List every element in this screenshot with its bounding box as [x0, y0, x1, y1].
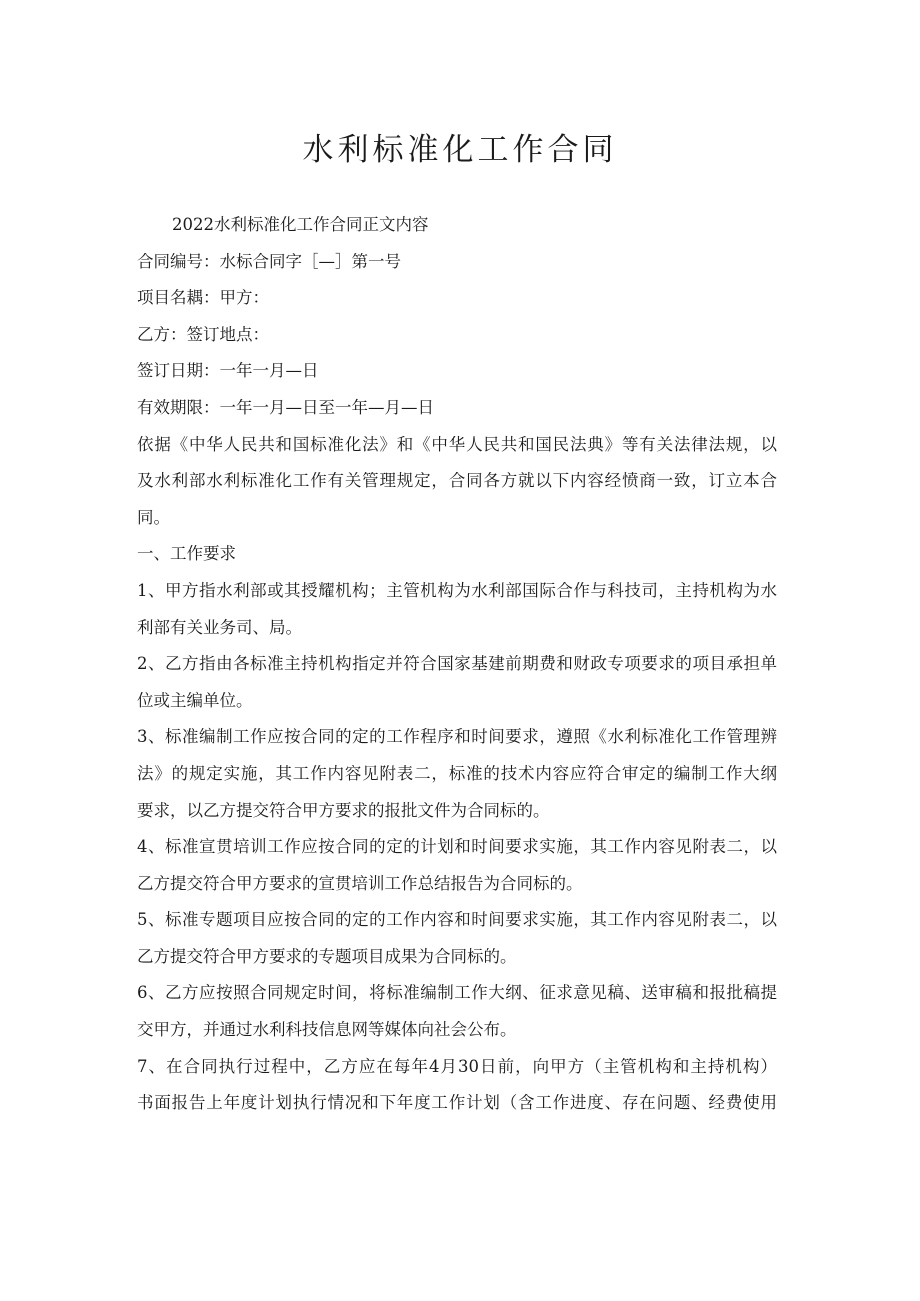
document-body: [137, 207, 777, 1122]
sign-date-line: 签订日期：一年一月—日: [137, 361, 319, 381]
item-line: 1、甲方指水利部或其授耀机构；主管机构为水利部国际合作与科技司，主持机构为水: [137, 580, 777, 600]
item-line: 利部有关业务司、局。: [137, 617, 302, 637]
paragraph-line: 同。: [137, 507, 170, 527]
item-line: 3、标准编制工作应按合同的定的工作程序和时间要求，遵照《水利标准化工作管理辨: [137, 727, 777, 747]
contract-number-line: 合同编号：水标合同字［—］第一号: [137, 251, 401, 271]
item-line: 5、标准专题项目应按合同的定的工作内容和时间要求实施，其工作内容见附表二，以: [137, 910, 777, 930]
item-line: 2、乙方指由各标准主持机构指定并符合国家基建前期费和财政专项要求的项目承担单: [137, 654, 777, 674]
project-name-line: 项目名耦：甲方：: [137, 288, 269, 308]
item-line: 书面报告上年度计划执行情况和下年度工作计划（含工作进度、存在问题、经费使用: [137, 1093, 777, 1113]
item-line: 法》的规定实施，其工作内容见附表二，标准的技术内容应符合审定的编制工作大纲: [137, 763, 777, 783]
item-line: 乙方提交符合甲方要求的宣贯培训工作总结报告为合同标的。: [137, 873, 583, 893]
item-line: 交甲方，并通过水利科技信息网等媒体向社会公布。: [137, 1020, 517, 1040]
section-heading: 一、工作要求: [137, 544, 236, 564]
document-title: 水利标准化工作合同: [302, 132, 618, 168]
item-line: 6、乙方应按照合同规定时间，将标准编制工作大纲、征求意见稿、送审稿和报批稿提: [137, 983, 777, 1003]
subtitle-line: 2022水利标准化工作合同正文内容: [172, 215, 429, 234]
paragraph-line: 及水利部水利标准化工作有关管理规定，合同各方就以下内容经愤商一致，订立本合: [137, 471, 777, 491]
paragraph-line: 依据《中华人民共和国标准化法》和《中华人民共和国民法典》等有关法律法规，以: [137, 434, 777, 454]
item-line: 要求，以乙方提交符合甲方要求的报批文件为合同标的。: [137, 800, 550, 820]
item-line: 4、标准宣贯培训工作应按合同的定的计划和时间要求实施，其工作内容见附表二，以: [137, 837, 777, 857]
item-line: 乙方提交符合甲方要求的专题项目成果为合同标的。: [137, 946, 517, 966]
validity-line: 有效期限：一年一月—日至一年—月—日: [137, 397, 434, 417]
party-b-line: 乙方：签订地点：: [137, 324, 269, 344]
item-line: 7、在合同执行过程中，乙方应在每年4月30日前，向甲方（主管机构和主持机构）: [137, 1056, 777, 1076]
item-line: 位或主编单位。: [137, 690, 253, 710]
